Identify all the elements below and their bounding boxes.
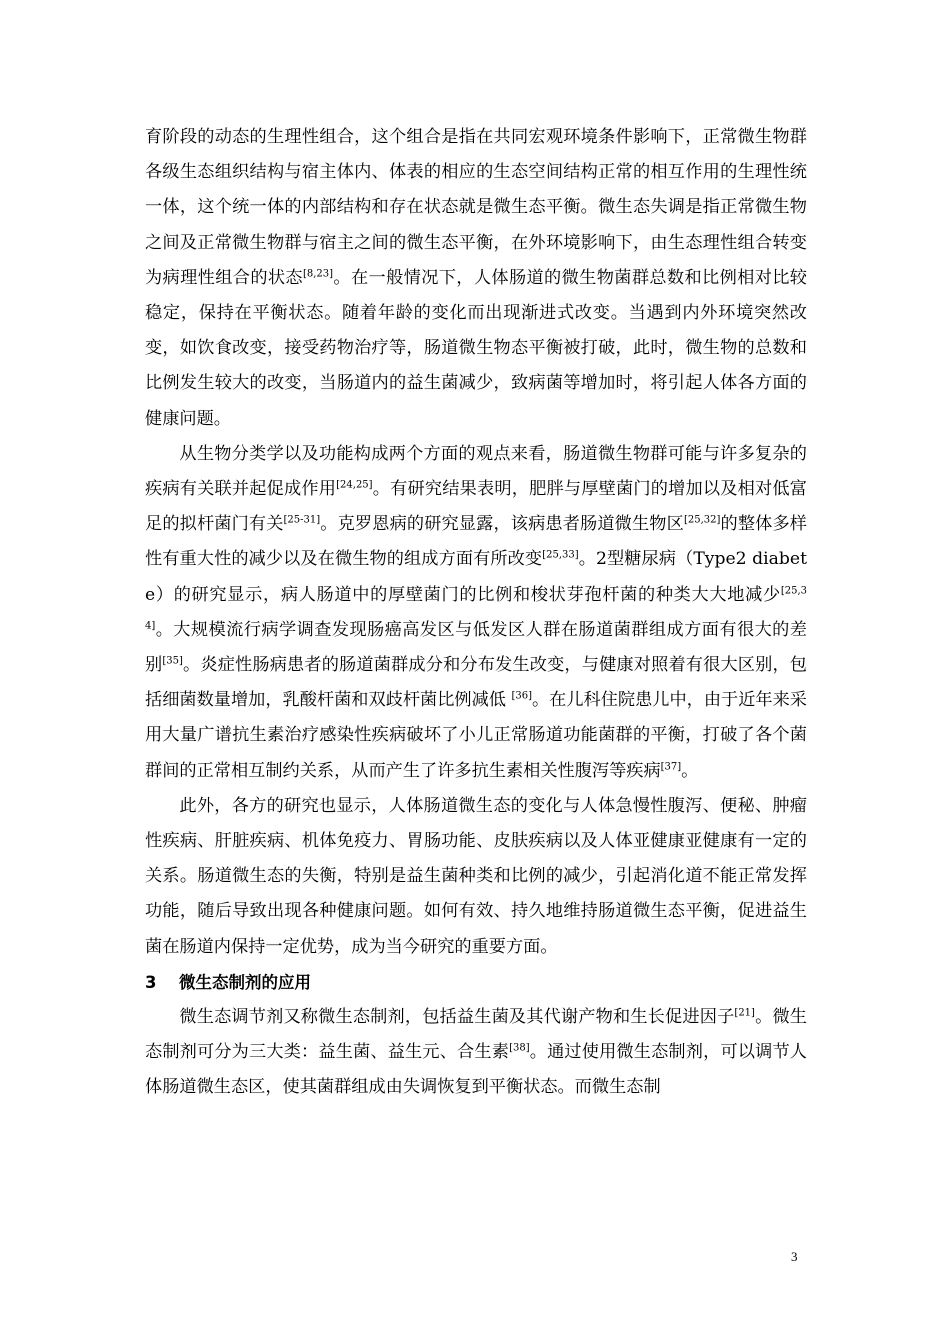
paragraph (145, 437, 807, 789)
paragraph (145, 120, 807, 437)
page-number: 3 (791, 1249, 798, 1264)
text-run: 。炎症性肠病患者的肠道菌群成分和分布发生改变，与健康对照着有很大区别，包括细菌数量增加，乳酸杆菌和双歧杆菌比例减低 (145, 655, 807, 711)
text-run: 。在儿科住院患儿中，由于近年来采用大量广谱抗生素治疗感染性疾病破坏了小儿正常肠道功能菌群的平衡，打破了各个菌群间的正常相互制约关系，从而产生了许多抗生素相关性腹泻等疾病 (145, 690, 807, 781)
citation: [25,33] (542, 549, 579, 561)
text-run: 。通过使用微生态制剂，可以调节人体肠道微生态区，使其菌群组成由失调恢复到平衡状态。而微生态制 (145, 1042, 807, 1098)
text-run: 此外，各方的研究也显示，人体肠道微生态的变化与人体急慢性腹泻、便秘、肿瘤性疾病、肝脏疾病、机体免疫力、胃肠功能、皮肤疾病以及人体亚健康亚健康有一定的关系。肠道微生态的失衡，特别是益生菌种类和比例的减少，引起消化道不能正常发挥功能，随后导致出现各种健康问题。如何有效、持久地维持肠道微生态平衡，促进益生菌在肠道内保持一定优势，成为当今研究的重要方面。 (145, 795, 807, 957)
paragraph (145, 789, 807, 965)
section-number: 3 (145, 972, 157, 992)
citation: [8,23] (302, 268, 334, 280)
citation: [38] (509, 1042, 530, 1054)
citation: [21] (734, 1007, 755, 1019)
body-text-before (145, 120, 807, 965)
text-run: 育阶段的动态的生理性组合，这个组合是指在共同宏观环境条件影响下，正常微生物群各级生态组织结构与宿主体内、体表的相应的生态空间结构正常的相互作用的生理性统一体，这个统一体的内部结构和存在状态就是微生态平衡。微生态失调是指正常微生物之间及正常微生物群与宿主之间的微生态平衡，在外环境影响下，由生态理性组合转变为病理性组合的状态 (145, 127, 807, 288)
text-run: 。克罗恩病的研究显露，该病患者肠道微生物区 (320, 514, 684, 535)
text-run: 从生物分类学以及功能构成两个方面的观点来看，肠道微生物群可能与许多复杂的疾病有关联并起促成作用 (145, 443, 807, 500)
text-run: 微生态调节剂又称微生态制剂，包括益生菌及其代谢产物和生长促进因子 (179, 1007, 735, 1028)
section-heading (145, 965, 807, 1000)
text-run: 。 (681, 760, 699, 781)
section-title: 微生态制剂的应用 (179, 972, 311, 992)
text-run: 的整体多样性有重大性的减少以及在微生物的组成方面有所改变 (145, 514, 807, 570)
citation: [25,34] (145, 584, 807, 632)
page-body (145, 120, 807, 1106)
text-run: 。有研究结果表明，肥胖与厚壁菌门的增加以及相对低富足的拟杆菌门有关 (145, 479, 807, 535)
citation: [25-31] (283, 514, 321, 526)
paragraph (145, 1000, 807, 1106)
text-run: 。2型糖尿病（Type2 diabete）的研究显示，病人肠道中的厚壁菌门的比例和梭状芽孢杆菌的种类大大地减少 (145, 549, 807, 605)
citation: [36] (511, 690, 532, 702)
citation: [37] (660, 760, 682, 772)
body-text-after (145, 1000, 807, 1106)
citation: [25,32] (683, 514, 721, 526)
text-run: 。大规模流行病学调查发现肠癌高发区与低发区人群在肠道菌群组成方面有很大的差别 (145, 619, 807, 676)
citation: [35] (162, 655, 183, 667)
citation: [24,25] (336, 479, 373, 491)
text-run: 。在一般情况下，人体肠道的微生物菌群总数和比例相对比较稳定，保持在平衡状态。随着年龄的变化而出现渐进式改变。当遇到内外环境突然改变，如饮食改变，接受药物治疗等，肠道微生物态平衡被打破，此时，微生物的总数和比例发生较大的改变，当肠道内的益生菌减少，致病菌等增加时，将引起人体各方面的健康问题。 (145, 267, 807, 429)
text-run: 。微生态制剂可分为三大类：益生菌、益生元、合生素 (145, 1007, 807, 1063)
